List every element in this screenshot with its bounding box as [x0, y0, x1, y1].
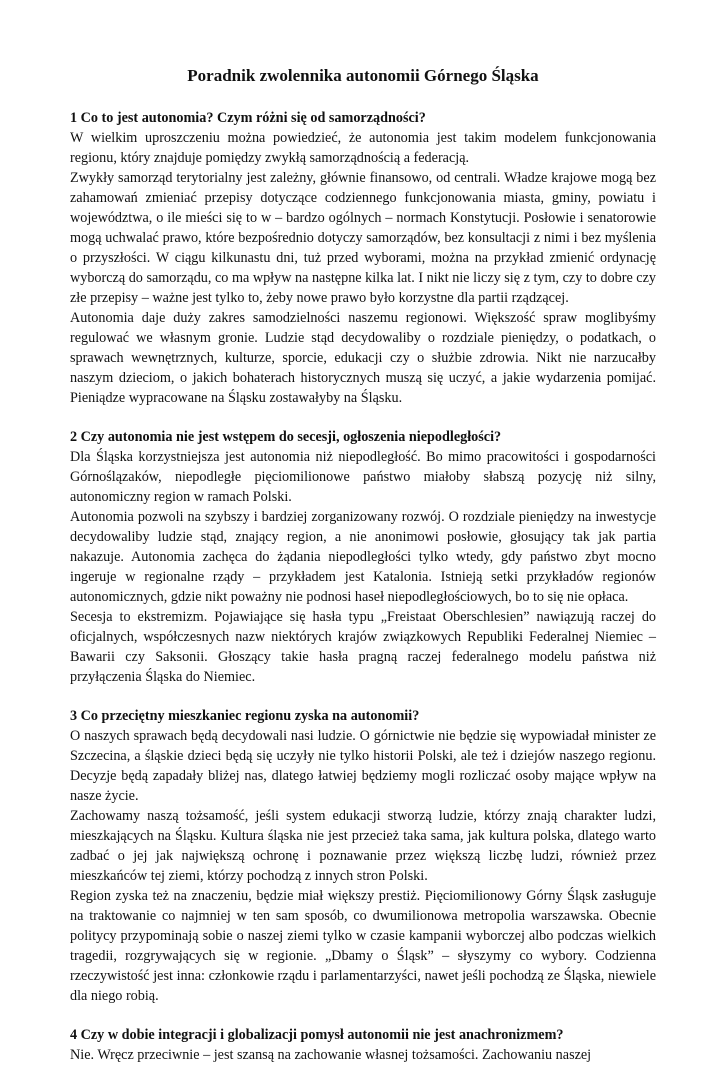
paragraph: Zwykły samorząd terytorialny jest zależny, głównie finansowo, od centrali. Władze krajowe mogą bez zahamowań zmieniać przepisy dotyczące codziennego funkcjonowania miasta, gminy, powiatu i województwa, o ile mieści się to w – bardzo ogólnych – normach Konstytucji. Posłowie i senatorowie mogą uchwalać prawo, które bezpośrednio dotyczy samorządów, bez konsultacji z nimi i bez myślenia o przyszłości. W ciągu kilkunastu dni, tuż przed wyborami, można na przykład zmienić ordynację wyborczą do samorządu, co ma wpływ na następne kilka lat. I nikt nie liczy się z tym, czy to dobre czy złe przepisy – ważne jest tylko to, żeby nowe prawo było korzystne dla partii rządzącej.: [70, 170, 656, 306]
paragraph: W wielkim uproszczeniu można powiedzieć, że autonomia jest takim modelem funkcjonowania regionu, który znajduje pomiędzy zwykłą samorządnością a federacją.: [70, 130, 656, 166]
paragraph: Autonomia daje duży zakres samodzielności naszemu regionowi. Większość spraw moglibyśmy regulować we własnym gronie. Ludzie stąd decydowaliby o rozdziale pieniędzy, o podatkach, o sprawach wewnętrznych, kulturze, sporcie, edukacji czy o służbie zdrowia. Nikt nie narzucałby naszym dzieciom, o jakich bohaterach historycznych muszą się uczyć, a jakie wydarzenia pomijać. Pieniądze wypracowane na Śląsku zostawałyby na Śląsku.: [70, 310, 656, 406]
document-title: Poradnik zwolennika autonomii Górnego Śląska: [187, 66, 539, 85]
section-4: [70, 1025, 656, 1065]
document-page: [70, 66, 656, 1084]
section-heading: 4 Czy w dobie integracji i globalizacji pomysł autonomii nie jest anachronizmem?: [70, 1027, 564, 1043]
section-heading: 1 Co to jest autonomia? Czym różni się od samorządności?: [70, 110, 426, 126]
paragraph: Zachowamy naszą tożsamość, jeśli system edukacji stworzą ludzie, którzy znają charakter ludzi, mieszkających na Śląsku. Kultura śląska nie jest przecież taka sama, jak kultura polska, dlatego warto zadbać o jej jak największą ochronę i poznawanie przez większą liczbę ludzi, również przez mieszkańców tej ziemi, którzy pochodzą z innych stron Polski.: [70, 808, 656, 884]
paragraph: O naszych sprawach będą decydowali nasi ludzie. O górnictwie nie będzie się wypowiadał minister ze Szczecina, a śląskie dzieci będą się uczyły nie tylko historii Polski, ale też i dziejów naszego regionu. Decyzje będą zapadały bliżej nas, dlatego łatwiej będziemy mogli rozliczać osoby mające wpływ na nasze życie.: [70, 728, 656, 804]
section-1: [70, 108, 656, 408]
paragraph: Region zyska też na znaczeniu, będzie miał większy prestiż. Pięciomilionowy Górny Śląsk zasługuje na traktowanie co najmniej w ten sam sposób, co dwumilionowa metropolia warszawska. Obecnie politycy przypominają sobie o naszej ziemi tylko w czasie kampanii wyborczej albo podczas wielkich tragedii, rozgrywających się w regionie. „Dbamy o Śląsk” – słyszymy co wybory. Codzienna rzeczywistość jest inna: członkowie rządu i parlamentarzyści, nawet jeśli pochodzą ze Śląska, niewiele dla niego robią.: [70, 888, 656, 1004]
paragraph: Dla Śląska korzystniejsza jest autonomia niż niepodległość. Bo mimo pracowitości i gospodarności Górnoślązaków, niepodległe pięciomilionowe państwo miałoby słabszą pozycję niż silny, autonomiczny region w ramach Polski.: [70, 449, 656, 505]
section-2: [70, 427, 656, 687]
section-heading: 3 Co przeciętny mieszkaniec regionu zyska na autonomii?: [70, 708, 420, 724]
paragraph: Nie. Wręcz przeciwnie – jest szansą na zachowanie własnej tożsamości. Zachowaniu naszej: [70, 1047, 592, 1063]
section-heading: 2 Czy autonomia nie jest wstępem do secesji, ogłoszenia niepodległości?: [70, 429, 502, 445]
paragraph: Secesja to ekstremizm. Pojawiające się hasła typu „Freistaat Oberschlesien” nawiązują raczej do oficjalnych, współczesnych nazw niektórych krajów związkowych Republiki Federalnej Niemiec – Bawarii czy Saksonii. Głoszący takie hasła pragną raczej federalnego modelu państwa niż przyłączenia Śląska do Niemiec.: [70, 609, 656, 685]
section-3: [70, 706, 656, 1006]
paragraph: Autonomia pozwoli na szybszy i bardziej zorganizowany rozwój. O rozdziale pieniędzy na inwestycje decydowaliby ludzie stąd, znający region, a nie anonimowi posłowie, głosujący tak jak partia nakazuje. Autonomia zachęca do żądania niepodległości tylko wtedy, gdy państwo zbyt mocno ingeruje w regionalne rządy – przykładem jest Katalonia. Istnieją setki przykładów regionów autonomicznych, gdzie nikt poważny nie podnosi haseł niepodległościowych, bo to się nie opłaca.: [70, 509, 656, 605]
